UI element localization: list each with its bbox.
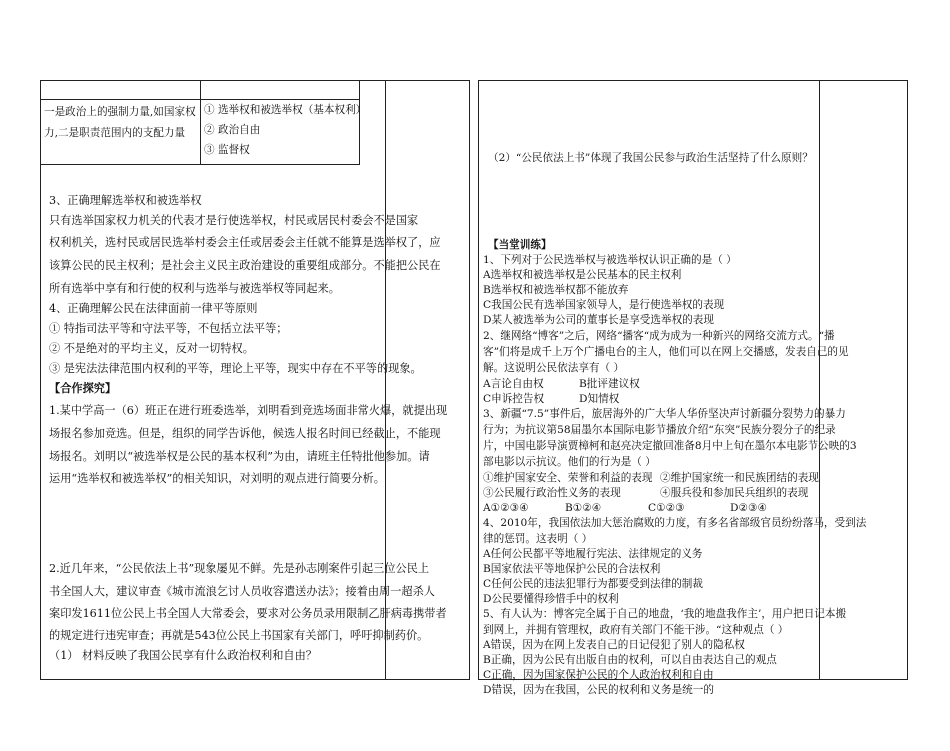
right-notes-divider (819, 80, 820, 680)
question-line: 2.近几年来，“公民依法上书”现象屡见不鲜。先是孙志刚案件引起三位公民上 (49, 562, 430, 575)
section-heading: 4、正确理解公民在法律面前一律平等原则 (49, 302, 258, 315)
question-line: 解。这说明公民依法享有（ ） (483, 362, 625, 374)
question-line: 片，中国电影导演贾樟柯和赵亮决定撤回准备8月中上旬在墨尔本电影节公映的3 (483, 440, 857, 452)
option-line: B批评建议权 (579, 378, 640, 390)
training-heading: 【当堂训练】 (488, 239, 552, 251)
paragraph-line: 所有选举中享有和行使的权利与选举与被选举权等同起来。 (49, 282, 340, 295)
sub-question: （2）“公民依法上书”体现了我国公民参与政治生活坚持了什么原则？ (488, 152, 813, 164)
option-line: D公民要懂得珍惜手中的权利 (483, 593, 619, 605)
option-line: B①②④ (565, 502, 602, 514)
question-line: 书全国人大，建议审查《城市流浪乞讨人员收容遣送办法》；接着由周一超杀人 (49, 585, 435, 598)
question-line: 场报名。刘明以“被选举权是公民的基本权利”为由，请班主任特批他参加。请 (49, 450, 430, 463)
right-outer-border (478, 80, 479, 680)
question-line: 3、新疆“7.5”事件后，旅居海外的广大华人华侨坚决声讨新疆分裂势力的暴力 (483, 408, 846, 420)
option-line: C申诉控告权 (483, 393, 545, 405)
option-line: D②③④ (730, 502, 767, 514)
table-list-item: ② 政治自由 (204, 124, 261, 136)
list-item: ① 特指司法平等和守法平等，不包括立法平等； (49, 322, 288, 335)
option-line: A①②③④ (483, 502, 529, 514)
option-line: C正确，因为国家保护公民的个人政治权利和自由 (483, 669, 714, 681)
question-line: 部电影以示抗议。他们的行为是（ ） (483, 456, 656, 468)
question-line: 1、下列对于公民选举权与被选举权认识正确的是（ ） (483, 254, 737, 266)
question-line: 的规定进行违宪审查；再就是543位公民上书国家有关部门，呼吁抑制药价。 (49, 629, 429, 642)
left-right-border (469, 80, 470, 680)
question-line: 到网上，并拥有管理权，政府有关部门不能干涉。“这种观点（ ） (483, 624, 789, 636)
option-line: ②维护国家统一和民族团结的表现 (660, 472, 819, 484)
question-line: 客”们将是成千上万个广播电台的主人，他们可以在网上交播感，发表自己的见 (483, 346, 849, 358)
table-list-item: ① 选举权和被选举权（基本权利） (204, 104, 367, 116)
option-line: A言论自由权 (483, 378, 544, 390)
option-line: ①维护国家安全、荣誉和利益的表现 (483, 472, 653, 484)
option-line: ③公民履行政治性义务的表现 (483, 487, 621, 499)
left-top-border (40, 80, 470, 81)
right-right-border (907, 80, 908, 680)
cooperate-heading: 【合作探究】 (49, 381, 117, 395)
option-line: A错误，因为在网上发表自己的日记侵犯了别人的隐私权 (483, 639, 745, 651)
paragraph-line: 权利机关，选村民或居民选举村委会主任或居委会主任就不能算是选举权了，应 (49, 236, 441, 249)
table-cell-text: 一是政治上的强制力量,如国家权 (44, 106, 196, 118)
list-item: ② 不是绝对的平均主义，反对一切特权。 (49, 342, 254, 355)
left-bottom-border (40, 679, 470, 680)
list-item: ③ 是宪法法律范围内权利的平等，理论上平等，现实中存在不平等的现象。 (49, 362, 422, 375)
paragraph-line: 该算公民的民主权利；是社会主义民主政治建设的重要组成部分。不能把公民在 (49, 259, 441, 272)
paragraph-line: 只有选举国家权力机关的代表才是行使选举权，村民或居民村委会不是国家 (49, 214, 419, 227)
option-line: D某人被选举为公司的董事长是享受选举权的表现 (483, 314, 714, 326)
option-line: B正确，因为公民有出版自由的权利，可以自由表达自己的观点 (483, 654, 777, 666)
option-line: ④服兵役和参加民兵组织的表现 (660, 487, 809, 499)
question-line: 2、继网络“博客”之后，网络“播客“成为成为一种新兴的网络交流方式。“播 (483, 330, 835, 342)
question-line: 场报名参加竞选。但是，组织的同学告诉他，候选人报名时间已经截止，不能现 (49, 427, 441, 440)
section-heading: 3、正确理解选举权和被选举权 (49, 194, 202, 207)
option-line: A任何公民都平等地履行宪法、法律规定的义务 (483, 548, 703, 560)
option-line: B国家依法平等地保护公民的合法权利 (483, 563, 661, 575)
option-line: A选举权和被选举权是公民基本的民主权利 (483, 269, 682, 281)
sub-question: （1） 材料反映了我国公民享有什么政治权利和自由？ (49, 649, 317, 662)
question-line: 案印发1611位公民上书全国人大常委会，要求对公务员录用限制乙肝病毒携带者 (49, 607, 447, 620)
option-line: C我国公民有选举国家领导人，是行使选举权的表现 (483, 299, 725, 311)
question-line: 行为；为抗议第58届墨尔本国际电影节播放介绍“东突”民族分裂分子的纪录 (483, 424, 836, 436)
question-line: 运用“选举权和被选举权”的相关知识，对刘明的观点进行简要分析。 (49, 472, 385, 485)
option-line: B选举权和被选举权都不能放弃 (483, 284, 629, 296)
question-line: 5、有人认为：博客完全属于自己的地盘，‘我的地盘我作主’，用户把日记本搬 (483, 608, 847, 620)
table-cell-text: 力,二是职责范围内的支配力量 (44, 127, 186, 139)
question-line: 1.某中学高一（6）班正在进行班委选举，刘明看到竞选场面非常火爆，就提出现 (49, 404, 448, 417)
right-top-border (478, 80, 908, 81)
left-outer-border (40, 80, 41, 680)
question-line: 律的惩罚。这表明（ ） (483, 533, 593, 545)
option-line: C①②③ (648, 502, 685, 514)
table-list-item: ③ 监督权 (204, 144, 250, 156)
option-line: C任何公民的违法犯罪行为都要受到法律的制裁 (483, 578, 703, 590)
option-line: D知情权 (579, 393, 620, 405)
option-line: D错误，因为在我国，公民的权利和义务是统一的 (483, 684, 714, 696)
question-line: 4、2010年，我国依法加大惩治腐败的力度，有多名省部级官员纷纷落马，受到法 (483, 517, 867, 529)
